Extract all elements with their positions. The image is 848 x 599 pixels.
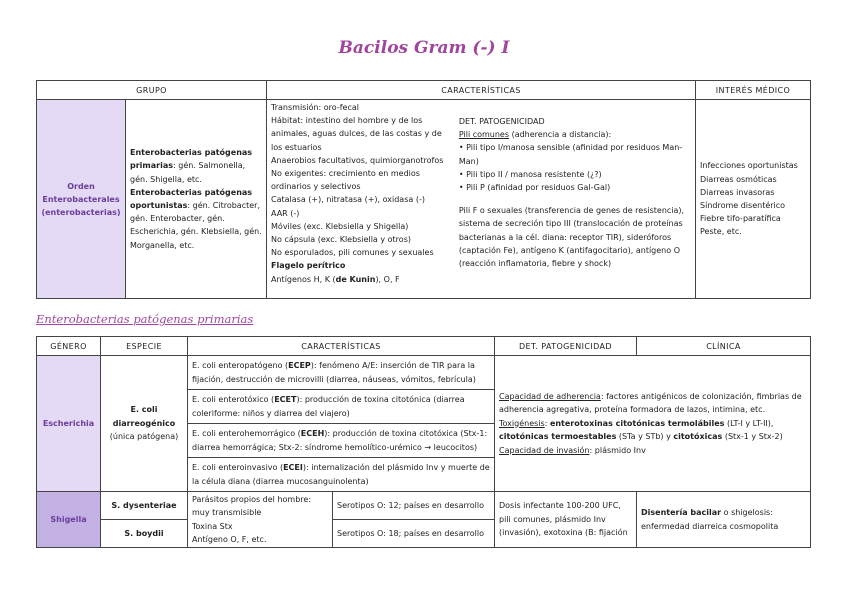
serotipos-dysenteriae: Serotipos O: 12; países en desarrollo <box>333 492 495 520</box>
pili-comunes: Pili comunes (adherencia a distancia): <box>458 130 612 140</box>
caract-item: No exigentes: crecimiento en medios ordinarios y selectivos <box>271 169 420 192</box>
especie-dysenteriae: S. dysenteriae <box>101 492 188 520</box>
header-caracteristicas: CARACTERÍSTICAS <box>188 337 495 356</box>
ecep-row: E. coli enteropatógeno (ECEP): fenómeno A/E: inserción de TIR para la fijación, destrucción de microvilli (diarrea, náuseas, vómitos, febrícula) <box>188 356 495 390</box>
orden-cell: Orden Enterobacterales (enterobacterias) <box>37 100 126 299</box>
header-especie: ESPECIE <box>101 337 188 356</box>
patogenicidad-extra: Pili F o sexuales (transferencia de genes de resistencia), sistema de secreción tipo III (translocación de proteínas bacterianas a la cél. diana: receptor TIR), sideróforos (captación Fe), antígeno K (antifagocitario), antígeno O (reacción inflamatoria, fiebre y shock) <box>458 206 685 269</box>
patogenicidad-block <box>453 100 695 287</box>
ecet-row: E. coli enterotóxico (ECET): producción de toxina citotónica (diarrea coleriforme: niños y diarrea del viajero) <box>188 390 495 424</box>
caract-item: No cápsula (exc. Klebsiella y otros) <box>271 235 411 245</box>
header-interes-medico: INTERÉS MÉDICO <box>696 81 811 100</box>
interes-item: Fiebre tifo-paratífica <box>700 214 781 224</box>
caract-item: Transmisión: oro-fecal <box>271 103 359 112</box>
caract-item: Anaerobios facultativos, quimiorganotrofos <box>271 155 444 165</box>
pili-item: • Pili P (afinidad por residuos Gal-Gal) <box>458 183 611 193</box>
antigenos-item: Antígenos H, K (de Kunin), O, F <box>271 274 400 284</box>
header-caracteristicas: CARACTERÍSTICAS <box>267 81 696 100</box>
shigella-clinica: Disentería bacilar o shigelosis: enfermedad diarreica cosmopolita <box>637 492 811 548</box>
header-clinica: CLÍNICA <box>637 337 811 356</box>
grupo-primarias: Enterobacterias patógenas primarias: gén. Salmonella, gén. Shigella, etc. <box>130 148 253 184</box>
interes-cell <box>696 100 811 299</box>
flagelo-item: Flagelo perítrico <box>271 261 346 271</box>
header-genero: GÉNERO <box>37 337 101 356</box>
shigella-caracteristicas: Parásitos propios del hombre: muy transmisible Toxina Stx Antígeno O, F, etc. <box>188 492 333 548</box>
especie-boydii: S. boydii <box>101 520 188 548</box>
eceh-row: E. coli enterohemorrágico (ECEH): producción de toxina citotóxica (Stx-1: diarrea hemorrágica; Stx-2: síndrome hemolítico-urémico → leucocitos) <box>188 424 495 458</box>
especie-ecoli: E. coli diarreogénico (única patógena) <box>101 356 188 492</box>
caract-item: Hábitat: intestino del hombre y de los animales, aguas dulces, de las costas y de los estuarios <box>271 116 442 152</box>
pili-item: • Pili tipo II / manosa resistente (¿?) <box>458 169 602 179</box>
header-grupo: GRUPO <box>37 81 267 100</box>
genero-shigella: Shigella <box>37 492 101 548</box>
interes-item: Peste, etc. <box>700 227 742 237</box>
interes-item: Síndrome disentérico <box>700 201 786 210</box>
section-subtitle: Enterobacterias patógenas primarias <box>36 312 254 326</box>
grupo-cell <box>126 100 267 299</box>
primarias-table <box>36 336 811 548</box>
caract-item: Catalasa (+), nitratasa (+), oxidasa (-) <box>271 195 425 205</box>
page-title: Bacilos Gram (-) I <box>338 38 510 58</box>
escherichia-patogenicidad: Capacidad de adherencia: factores antigénicos de colonización, fimbrias de adherencia agregativa, proteína formadora de lazos, intimina, etc. Toxigénesis: enterotoxinas citotónicas termolábiles (LT-I y LT-II), citotónicas termoestables (STa y STb) y citotóxicas (Stx-1 y Stx-2) Capacidad de invasión: plásmido Inv <box>495 356 811 492</box>
enterobacterias-table <box>36 80 811 299</box>
interes-item: Infecciones oportunistas <box>700 161 798 171</box>
caract-item: Móviles (exc. Klebsiella y Shigella) <box>271 221 409 231</box>
caract-item: No esporulados, pili comunes y sexuales <box>271 248 434 258</box>
caract-item: AAR (-) <box>271 208 300 218</box>
patogenicidad-title: DET. PATOGENICIDAD <box>458 117 545 126</box>
ecei-row: E. coli enteroinvasivo (ECEI): internalización del plásmido Inv y muerte de la célula diana (diarrea mucosanguinolenta) <box>188 458 495 492</box>
caracteristicas-cell <box>267 100 696 299</box>
interes-item: Diarreas invasoras <box>700 187 775 197</box>
genero-escherichia: Escherichia <box>37 356 101 492</box>
shigella-patogenicidad: Dosis infectante 100-200 UFC, pili comunes, plásmido Inv (invasión), exotoxina (B: fijación <box>495 492 637 548</box>
header-patogenicidad: DET. PATOGENICIDAD <box>495 337 637 356</box>
caracteristicas-list <box>267 100 453 287</box>
grupo-oportunistas: Enterobacterias patógenas oportunistas: gén. Citrobacter, gén. Enterobacter, gén. Escherichia, gén. Klebsiella, gén. Morganella, etc. <box>130 187 262 250</box>
pili-item: • Pili tipo I/manosa sensible (afinidad por residuos Man-Man) <box>458 143 683 166</box>
interes-item: Diarreas osmóticas <box>700 174 777 184</box>
serotipos-boydii: Serotipos O: 18; países en desarrollo <box>333 520 495 548</box>
